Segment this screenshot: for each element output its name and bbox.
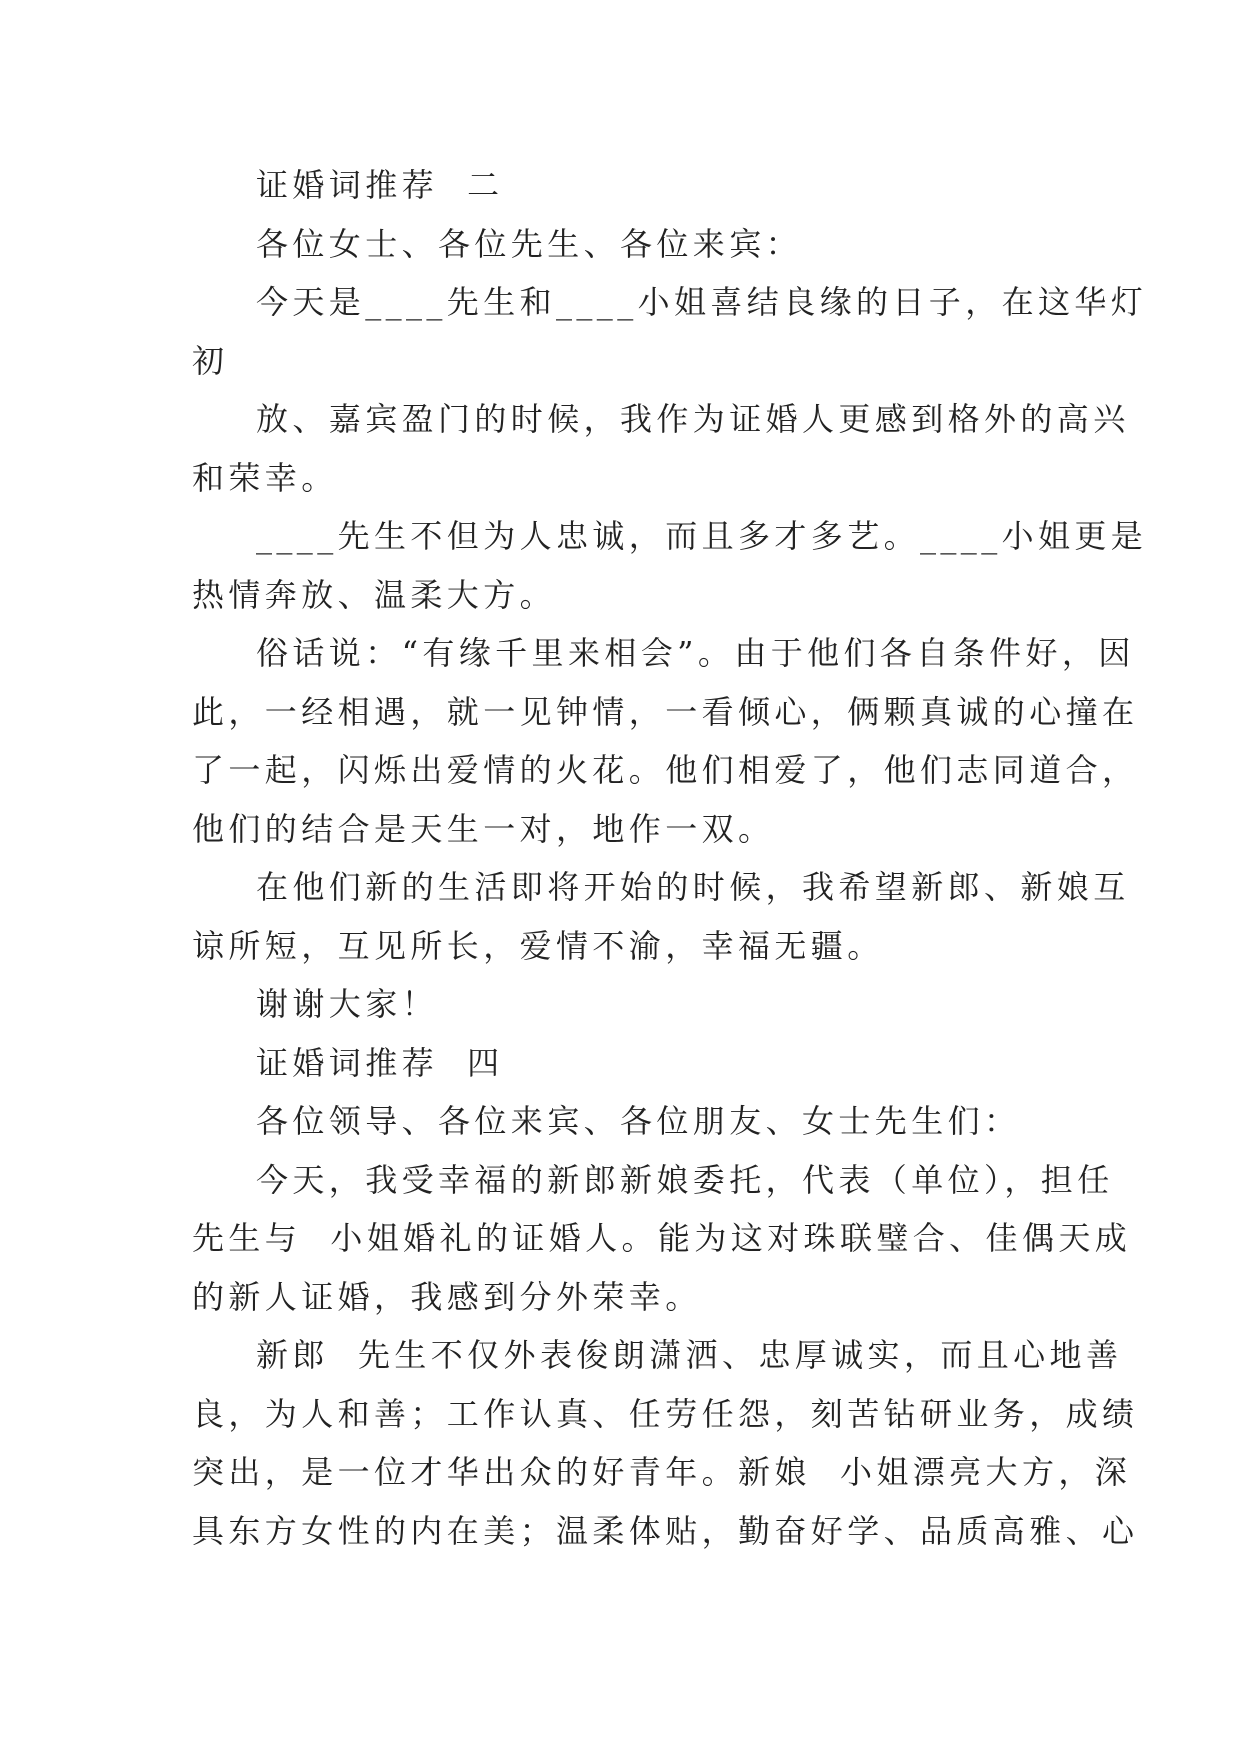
text-line: 先生与 小姐婚礼的证婚人。能为这对珠联璧合、佳偶天成 bbox=[192, 1219, 1132, 1257]
text-line: 今天是____先生和____小姐喜结良缘的日子，在这华灯 bbox=[256, 283, 1148, 321]
section-heading: 证婚词推荐 四 bbox=[256, 1043, 504, 1082]
text-line: 各位领导、各位来宾、各位朋友、女士先生们： bbox=[256, 1102, 1021, 1140]
text-line: ____先生不但为人忠诚，而且多才多艺。____小姐更是 bbox=[256, 517, 1148, 555]
text-line: 俗话说：“有缘千里来相会”。由于他们各自条件好，因 bbox=[256, 634, 1135, 672]
text-line: 初 bbox=[192, 341, 229, 380]
text-line: 谢谢大家！ bbox=[256, 985, 439, 1023]
text-line: 今天，我受幸福的新郎新娘委托，代表（单位），担任 bbox=[256, 1160, 1114, 1199]
text-line: 他们的结合是天生一对，地作一双。 bbox=[192, 809, 775, 848]
text-line: 新郎 先生不仅外表俊朗潇洒、忠厚诚实，而且心地善 bbox=[256, 1336, 1123, 1374]
text-line: 放、嘉宾盈门的时候，我作为证婚人更感到格外的高兴 bbox=[256, 400, 1130, 438]
text-line: 和荣幸。 bbox=[192, 458, 338, 497]
section-heading: 证婚词推荐 二 bbox=[256, 166, 504, 204]
text-line: 在他们新的生活即将开始的时候，我希望新郎、新娘互 bbox=[256, 868, 1130, 906]
document-body bbox=[192, 156, 1148, 1560]
text-line: 热情奔放、温柔大方。 bbox=[192, 575, 557, 614]
text-line: 突出，是一位才华出众的好青年。新娘 小姐漂亮大方，深 bbox=[192, 1453, 1132, 1491]
text-line: 的新人证婚，我感到分外荣幸。 bbox=[192, 1277, 702, 1316]
text-line: 了一起，闪烁出爱情的火花。他们相爱了，他们志同道合， bbox=[192, 751, 1139, 789]
text-line: 良，为人和善；工作认真、任劳任怨，刻苦钻研业务，成绩 bbox=[192, 1394, 1139, 1433]
text-line: 具东方女性的内在美；温柔体贴，勤奋好学、品质高雅、心 bbox=[192, 1511, 1139, 1550]
text-line: 谅所短，互见所长，爱情不渝，幸福无疆。 bbox=[192, 926, 884, 965]
text-line: 各位女士、各位先生、各位来宾： bbox=[256, 224, 803, 263]
text-line: 此，一经相遇，就一见钟情，一看倾心，俩颗真诚的心撞在 bbox=[192, 692, 1139, 731]
